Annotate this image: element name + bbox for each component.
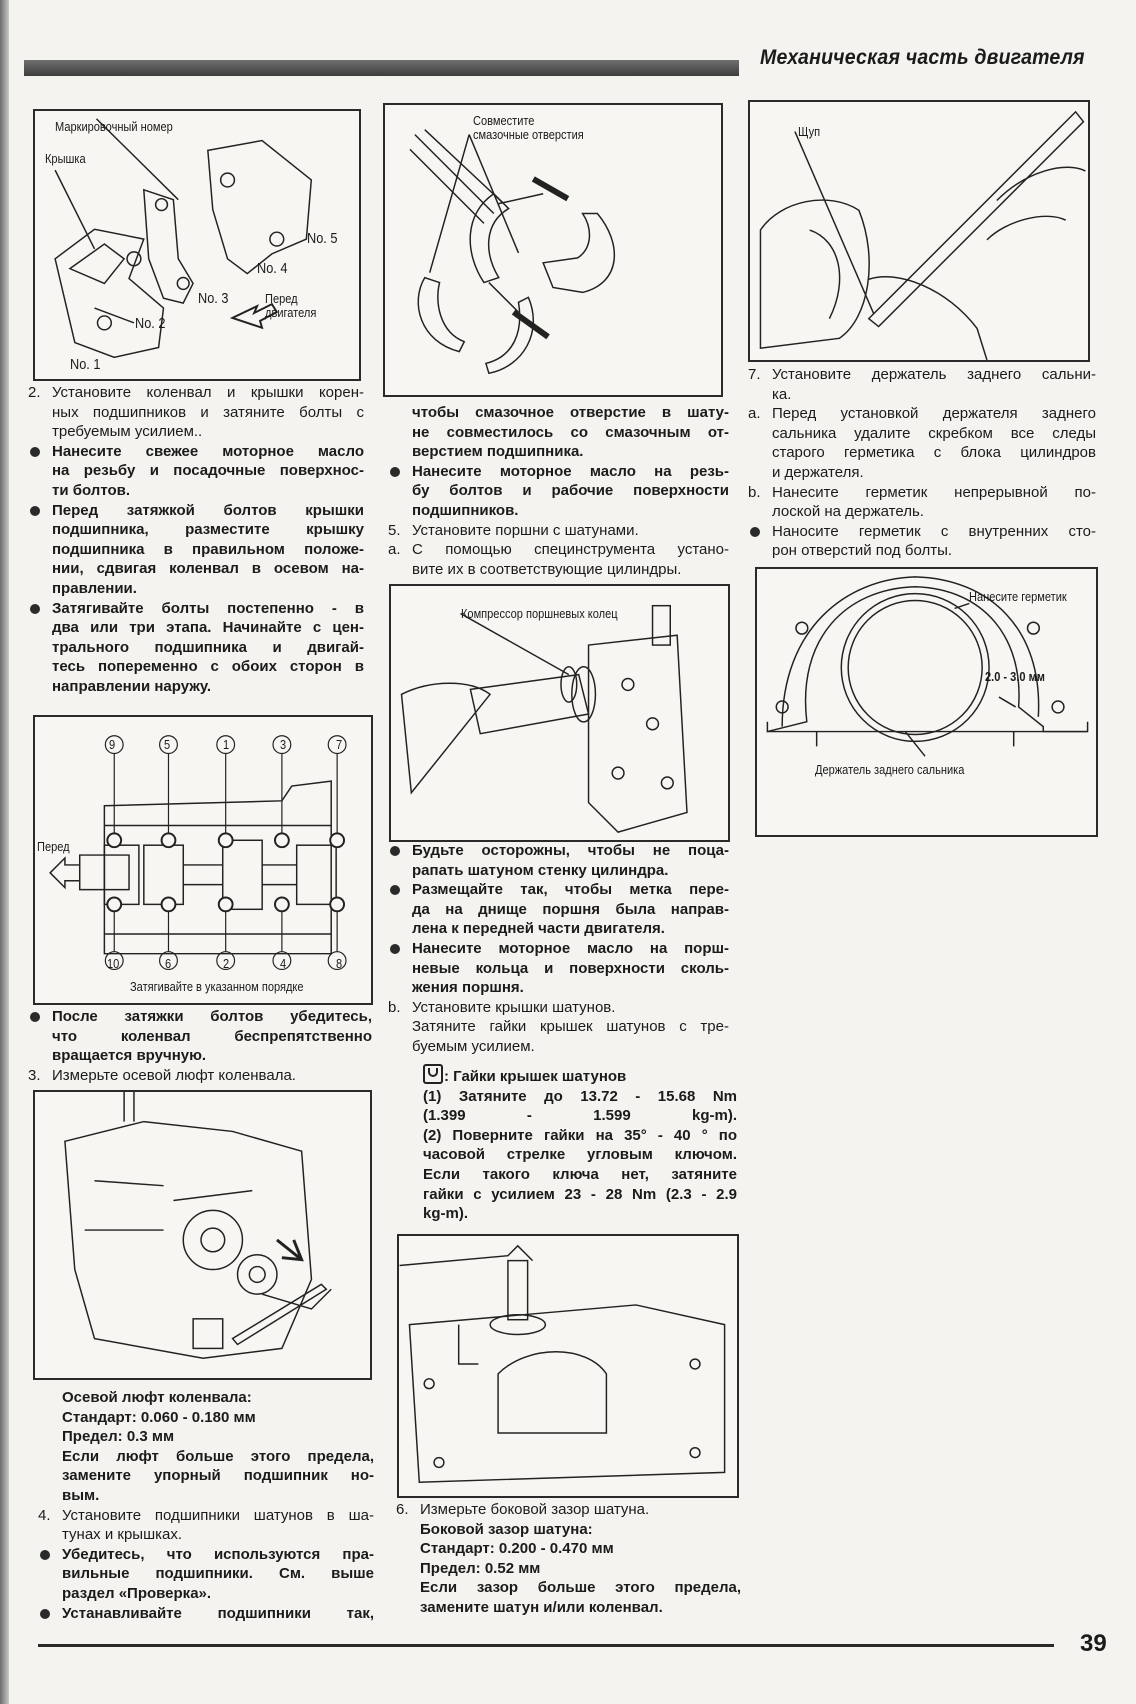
text-line: подшипника, разместите крышку <box>52 521 364 539</box>
text-line: раздел «Проверка». <box>62 1584 212 1602</box>
text-line: подшипника в правильном положе- <box>52 540 364 558</box>
paragraph <box>396 1578 741 1617</box>
figure-bearing-caps <box>33 109 361 381</box>
label-seal-holder: Держатель заднего сальника <box>815 762 965 777</box>
bullet-icon <box>390 944 400 954</box>
bullet-icon <box>40 1609 50 1619</box>
step-marker: 3. <box>28 1066 41 1084</box>
text-line: Нанесите моторное масло на порш- <box>412 939 729 957</box>
bolt-number: 8 <box>336 956 343 971</box>
text-col1-installation <box>28 383 364 697</box>
numbered-step <box>748 404 1096 482</box>
torque-lines <box>423 1087 737 1224</box>
text-line: чтобы смазочное отверстие в шату- <box>412 404 729 421</box>
label-sealant-width: 2.0 - 3.0 мм <box>985 669 1045 684</box>
paragraph <box>38 1388 374 1408</box>
text-line: Стандарт: 0.200 - 0.470 мм <box>420 1540 614 1558</box>
torque-title: : Гайки крышек шатунов <box>444 1068 627 1085</box>
text-line: на резьбу и посадочные поверхнос- <box>52 462 364 480</box>
paragraph <box>396 1559 741 1579</box>
label-no4: No. 4 <box>257 260 288 277</box>
text-line: (1) Затяните до 13.72 - 15.68 Nm <box>423 1087 737 1105</box>
paragraph <box>396 1539 741 1559</box>
text-line: лена к передней части двигателя. <box>412 920 665 938</box>
text-line: подшипников. <box>412 501 519 519</box>
text-line: Нанесите герметик непрерывной по- <box>772 483 1096 501</box>
text-line: Затяните гайки крышек шатунов с тре- <box>412 1018 729 1036</box>
label-front-2: двигателя <box>265 305 317 320</box>
label-no5: No. 5 <box>307 230 338 247</box>
text-line: рон отверстий под болты. <box>772 542 953 560</box>
text-line: направлении наружу. <box>52 677 212 695</box>
label-front: Перед <box>37 839 70 854</box>
label-apply-sealant: Нанесите герметик <box>969 589 1067 604</box>
figure-crankshaft-endplay <box>33 1090 372 1380</box>
text-col2-bearings <box>388 403 729 579</box>
text-line: вым. <box>62 1486 100 1504</box>
bolt-number: 7 <box>336 737 343 752</box>
text-line: замените упорный подшипник но- <box>62 1467 374 1485</box>
bullet-icon <box>30 506 40 516</box>
text-line: Измерьте осевой люфт коленвала. <box>52 1066 296 1084</box>
numbered-step <box>38 1506 374 1545</box>
bullet-icon <box>750 527 760 537</box>
text-line: С помощью специнструмента устано- <box>412 541 729 559</box>
bolt-number: 5 <box>164 737 171 752</box>
text-line: Установите держатель заднего сальни- <box>772 366 1096 383</box>
text-line: вращается вручную. <box>52 1047 207 1065</box>
bullet-icon <box>390 467 400 477</box>
section-title: Механическая часть двигателя <box>760 46 1085 69</box>
text-line: что коленвал беспрепятственно <box>52 1027 372 1045</box>
bolt-number: 3 <box>280 737 287 752</box>
text-line: Установите коленвал и крышки корен- <box>52 384 364 401</box>
numbered-step <box>748 365 1096 404</box>
text-line: Если зазор больше этого предела, <box>420 1579 741 1597</box>
label-no3: No. 3 <box>198 290 229 307</box>
footer-rule <box>38 1644 1054 1647</box>
figure-ring-compressor <box>389 584 730 842</box>
text-line: Если такого ключа нет, затяните <box>423 1165 737 1183</box>
text-line: Осевой люфт коленвала: <box>62 1389 252 1406</box>
text-line: сальника удалите скребком все следы <box>772 424 1096 442</box>
figure-feeler-gauge <box>748 100 1090 362</box>
text-line: часовой стрелке угловым ключом. <box>423 1146 737 1164</box>
text-line: буемым усилием. <box>412 1037 535 1055</box>
label-probe: Щуп <box>798 124 821 139</box>
figure-seal-holder <box>755 567 1098 837</box>
header-bar <box>24 60 739 76</box>
bullet-item <box>748 522 1096 561</box>
text-line: невые кольца и поверхности сколь- <box>412 959 729 977</box>
text-line: Измерьте боковой зазор шатуна. <box>420 1501 650 1518</box>
bullet-item <box>388 939 729 998</box>
text-line: и держателя. <box>772 463 864 481</box>
text-line: вильные подшипники. См. выше <box>62 1565 374 1583</box>
text-line: да на днище поршня была направ- <box>412 900 729 918</box>
text-line: два или три этапа. Начинайте с цен- <box>52 619 364 637</box>
bullet-icon <box>30 1012 40 1022</box>
text-line: Если люфт больше этого предела, <box>62 1447 374 1465</box>
label-no2: No. 2 <box>135 315 166 332</box>
text-line: старого герметика с блока цилиндров <box>772 444 1096 462</box>
text-line: Предел: 0.3 мм <box>62 1428 175 1446</box>
step-marker: b. <box>748 483 761 501</box>
numbered-step <box>396 1500 741 1520</box>
text-line: правлении. <box>52 579 137 597</box>
torque-spec <box>423 1064 737 1224</box>
bolt-number: 10 <box>107 956 120 971</box>
text-line: (2) Поверните гайки на 35° - 40 ° по <box>423 1126 737 1144</box>
text-line: бу болтов и рабочие поверхности <box>412 482 729 500</box>
text-line: нии, сдвигая коленвал в осевом на- <box>52 560 364 578</box>
bullet-item <box>38 1545 374 1604</box>
bullet-icon <box>390 885 400 895</box>
bullet-item <box>28 1007 372 1066</box>
text-line: вите их в соответствующие цилиндры. <box>412 560 682 578</box>
figure-bolt-order <box>33 715 373 1005</box>
text-col2-side-clearance <box>396 1500 741 1618</box>
label-front-1: Перед <box>265 291 298 306</box>
text-line: трального подшипника и двигай- <box>52 638 364 656</box>
label-cap: Крышка <box>45 151 86 166</box>
bullet-icon <box>30 447 40 457</box>
step-marker: 4. <box>38 1506 51 1524</box>
step-marker: a. <box>748 405 761 423</box>
page-number: 39 <box>1080 1630 1107 1657</box>
step-marker: 6. <box>396 1501 409 1518</box>
text-line: лоской на держатель. <box>772 503 924 521</box>
numbered-step <box>388 998 729 1018</box>
paragraph <box>38 1447 374 1506</box>
text-line: Стандарт: 0.060 - 0.180 мм <box>62 1408 256 1426</box>
text-line: Нанесите свежее моторное масло <box>52 442 364 460</box>
bullet-icon <box>30 604 40 614</box>
text-col2-pistons <box>388 841 729 1057</box>
bolt-number: 2 <box>223 956 230 971</box>
text-line: рапать шатуном стенку цилиндра. <box>412 861 669 879</box>
text-line: Установите поршни с шатунами. <box>412 521 639 539</box>
label-tighten-order: Затягивайте в указанном порядке <box>130 979 304 994</box>
text-line: Перед затяжкой болтов крышки <box>52 501 364 519</box>
text-line: Устанавливайте подшипники так, <box>62 1604 374 1622</box>
text-line: ных подшипников и затяните болты с <box>52 403 364 421</box>
bolt-number: 1 <box>223 737 230 752</box>
bullet-icon <box>40 1550 50 1560</box>
text-line: тунах и крышках. <box>62 1526 182 1544</box>
text-line: kg-m). <box>423 1205 468 1223</box>
figure-rod-bearings <box>383 103 723 397</box>
text-line: требуемым усилием.. <box>52 423 203 441</box>
text-col1-endplay <box>38 1388 374 1623</box>
text-col3-seal <box>748 365 1096 561</box>
text-line: Наносите герметик с внутренних сто- <box>772 522 1096 540</box>
numbered-step <box>28 383 364 442</box>
step-marker: 2. <box>28 384 41 401</box>
text-line: После затяжки болтов убедитесь, <box>52 1008 372 1025</box>
text-line: гайки с усилием 23 - 28 Nm (2.3 - 2.9 <box>423 1185 737 1203</box>
bolt-number: 6 <box>165 956 172 971</box>
bullet-item <box>388 462 729 521</box>
text-line: жения поршня. <box>412 979 524 997</box>
text-line: не совместилось со смазочным от- <box>412 423 729 441</box>
bolt-number: 9 <box>109 737 116 752</box>
text-line: тесь попеременно с обоих сторон в <box>52 658 364 676</box>
bolt-number: 4 <box>280 956 287 971</box>
torque-title-row <box>423 1064 737 1087</box>
text-line: Установите подшипники шатунов в ша- <box>62 1506 374 1524</box>
paragraph <box>388 1017 729 1056</box>
numbered-step <box>388 540 729 579</box>
torque-wrench-icon <box>423 1064 443 1084</box>
bullet-item <box>28 599 364 697</box>
text-line: ти болтов. <box>52 481 131 499</box>
label-no1: No. 1 <box>70 356 101 373</box>
text-line: Размещайте так, чтобы метка пере- <box>412 881 729 899</box>
label-align-1: Совместите <box>473 113 535 128</box>
step-marker: 7. <box>748 366 761 383</box>
text-line: верстием подшипника. <box>412 443 584 461</box>
figure-rod-side-clearance <box>397 1234 739 1498</box>
bullet-item <box>388 841 729 880</box>
text-line: Предел: 0.52 мм <box>420 1559 541 1577</box>
label-ring-compressor: Компрессор поршневых колец <box>461 606 618 621</box>
text-line: ка. <box>772 385 792 403</box>
step-marker: b. <box>388 998 401 1016</box>
text-line: (1.399 - 1.599 kg-m). <box>423 1107 737 1125</box>
bullet-item <box>28 501 364 599</box>
paragraph <box>388 403 729 462</box>
step-marker: 5. <box>388 521 401 539</box>
numbered-step <box>748 483 1096 522</box>
text-line: Убедитесь, что используются пра- <box>62 1545 374 1563</box>
paragraph <box>396 1520 741 1540</box>
text-line: Затягивайте болты постепенно - в <box>52 599 364 617</box>
step-marker: a. <box>388 541 401 559</box>
bullet-item <box>38 1604 374 1624</box>
text-line: Нанесите моторное масло на резь- <box>412 462 729 480</box>
text-line: Боковой зазор шатуна: <box>420 1520 593 1538</box>
text-line: Установите крышки шатунов. <box>412 998 616 1016</box>
label-align-2: смазочные отверстия <box>473 127 584 142</box>
text-line: Будьте осторожны, чтобы не поца- <box>412 842 729 859</box>
text-col1-check <box>28 1007 372 1085</box>
scan-edge-shadow <box>0 0 9 1704</box>
label-mark-number: Маркировочный номер <box>55 119 173 134</box>
bullet-item <box>28 442 364 501</box>
bullet-item <box>388 880 729 939</box>
bullet-icon <box>390 846 400 856</box>
paragraph <box>38 1408 374 1428</box>
numbered-step <box>28 1066 372 1086</box>
text-line: Перед установкой держателя заднего <box>772 405 1096 423</box>
text-line: замените шатун и/или коленвал. <box>420 1598 663 1616</box>
paragraph <box>38 1427 374 1447</box>
numbered-step <box>388 521 729 541</box>
